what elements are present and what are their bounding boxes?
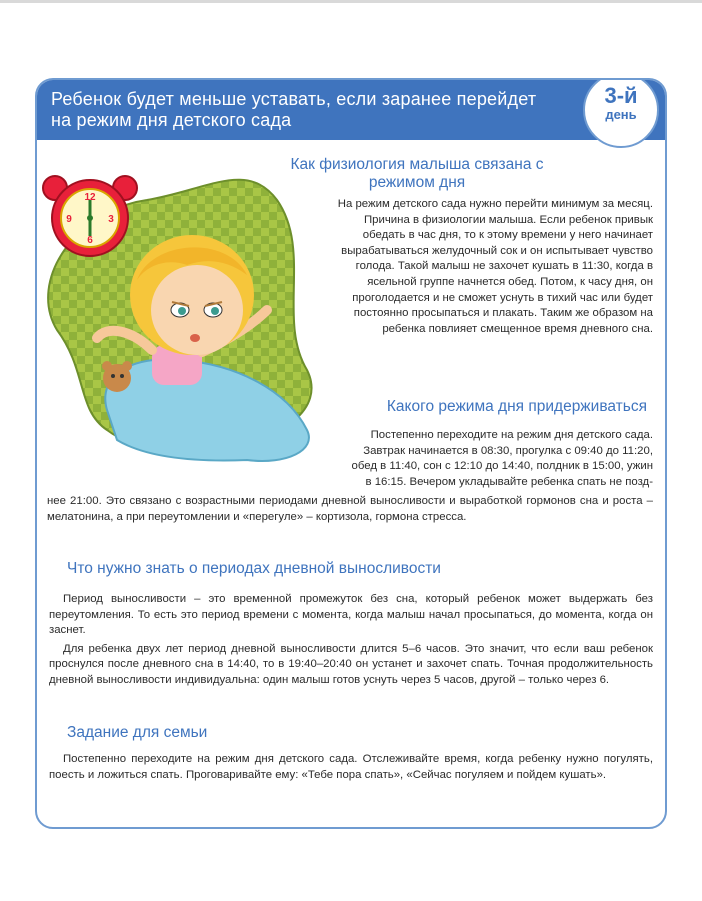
top-edge (0, 0, 702, 3)
clock-number-9: 9 (66, 214, 72, 225)
section-schedule-text: Постепенно переходите на режим дня детского сада. Завтрак начинается в 08:30, прогулка с 09:40 до 11:20, обед в 11:40, сон с 12:10 до 14:40, полдник в 15:00, ужин в 16:15. Вечером укладывайте ребенка спать не позд- (351, 429, 653, 488)
section-physiology-title: Как физиология малыша связана с режимом дня (290, 156, 544, 191)
section-task-text: Постепенно переходите на режим дня детского сада. Отслеживайте время, когда ребенку нужно погулять, поесть и ложиться спать. Проговаривайте ему: «Тебе пора спать», «Сейчас погуляем и пойдем кушать». (49, 753, 653, 781)
endurance-paragraph-2: Для ребенка двух лет период дневной выносливости длится 5–6 часов. Это значит, что если ваш ребенок проснулся после дневного сна в 14:40, то в 19:40–20:40 он устанет и захочет спать. Точная продолжительность дневной выносливости индивидуальна: один малыш готов уснуть через 5 часов, другой – только через 6. (49, 642, 653, 686)
section-schedule-title: Какого режима дня придерживаться (386, 398, 647, 415)
article-card (35, 78, 667, 829)
section-schedule-text-continued: нее 21:00. Это связано с возрастными периодами дневной выносливости и выработкой гормонов сна и роста – мелатонина, а при переутомлении и «перегуле» – кортизола, гормона стресса. (47, 495, 653, 523)
section-task-title: Задание для семьи (67, 724, 208, 741)
clock-number-12: 12 (84, 192, 96, 203)
header-banner (37, 80, 665, 140)
endurance-paragraph-1: Период выносливости – это временной промежуток без сна, который ребенок может выдержать без переутомления. То есть это период времени с момента, когда малыш начал просыпаться, до момента, когда он заснет. (49, 593, 653, 637)
section-physiology-text: На режим детского сада нужно перейти минимум за месяц. Причина в физиологии малыша. Если ребенок привык обедать в час дня, то к этому времени у него начинает вырабатываться желудочный сок и он испытывает чувство голода. Такой малыш не захочет кушать в 11:30, когда в ясельной группе начнется обед. Потом, к часу дня, он проголодается и не сможет уснуть в тихий час или будет постоянно просыпаться и плакать. Таким же образом на ребенка повлияет смещенное время дневного сна. (337, 198, 653, 335)
clock-number-3: 3 (108, 214, 114, 225)
section-endurance-title: Что нужно знать о периодах дневной выносливости (67, 560, 441, 577)
clock-number-6: 6 (87, 235, 93, 246)
section-endurance-body (49, 592, 653, 689)
page-title: Ребенок будет меньше уставать, если заранее перейдет на режим дня детского сада (51, 89, 537, 130)
day-word: день (605, 107, 637, 122)
day-number: 3-й (604, 83, 638, 108)
